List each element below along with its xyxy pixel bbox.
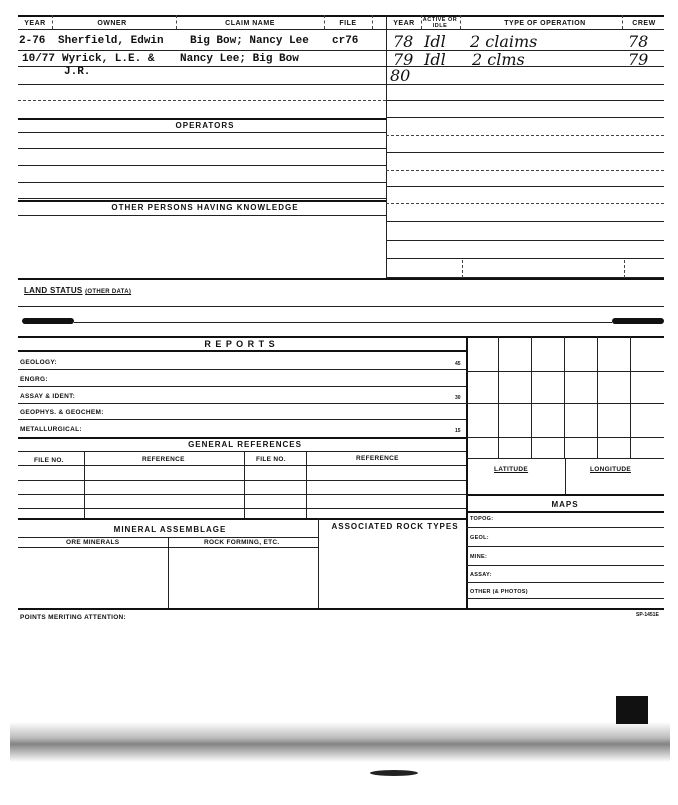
section-general-references: GENERAL REFERENCES: [188, 440, 302, 449]
ink-smudge-right: [612, 318, 664, 324]
section-maps: MAPS: [551, 500, 579, 509]
report-geology: GEOLOGY:: [20, 359, 57, 366]
section-other-persons: OTHER PERSONS HAVING KNOWLEDGE: [111, 203, 299, 212]
land-status-subtitle: (OTHER DATA): [85, 289, 132, 295]
op-row-2-crew: 79: [628, 50, 649, 69]
ref-header-reference-2: REFERENCE: [356, 455, 399, 462]
latitude-label: LATITUDE: [494, 466, 529, 473]
report-metallurgical: METALLURGICAL:: [20, 426, 82, 433]
points-meriting-attention: POINTS MERITING ATTENTION:: [20, 614, 127, 621]
report-metallurgical-num: 15: [455, 428, 461, 434]
header-owner: OWNER: [97, 20, 127, 27]
ink-smudge-left: [22, 318, 74, 324]
section-associated-rock-types: ASSOCIATED ROCK TYPES: [331, 522, 459, 531]
owner-row-1-owner: Sherfield, Edwin: [58, 35, 164, 47]
report-assay: ASSAY & IDENT:: [20, 393, 76, 400]
owner-row-3-owner: J.R.: [64, 66, 91, 78]
owner-row-2-year: 10/77: [22, 53, 56, 65]
op-row-2-status: Idl: [424, 50, 446, 69]
map-mine: MINE:: [470, 554, 488, 560]
header-claim-name: CLAIM NAME: [225, 20, 275, 27]
form-number: SP-1451E: [636, 612, 659, 618]
op-row-1-year: 78: [393, 32, 414, 51]
op-row-1-type: 2 claims: [470, 32, 538, 51]
report-geophys: GEOPHYS. & GEOCHEM:: [20, 409, 104, 416]
op-row-2-type: 2 clms: [472, 50, 525, 69]
owner-row-2-claim: Nancy Lee; Big Bow: [180, 53, 299, 65]
header-active-idle: ACTIVE OR IDLE: [422, 17, 458, 29]
op-row-1-crew: 78: [628, 32, 649, 51]
header-year: YEAR: [24, 20, 46, 27]
header-type-of-operation: TYPE OF OPERATION: [504, 20, 586, 27]
ref-header-file-no-2: FILE NO.: [256, 456, 286, 463]
report-assay-num: 30: [455, 395, 461, 401]
header-year-2: YEAR: [393, 20, 415, 27]
op-row-3-year: 80: [390, 66, 411, 85]
header-crew: CREW: [632, 20, 656, 27]
header-file: FILE: [339, 20, 357, 27]
scan-noise-band: [10, 722, 670, 762]
ref-header-reference: REFERENCE: [142, 456, 185, 463]
report-engrg: ENGRG:: [20, 376, 48, 383]
op-row-1-status: Idl: [424, 32, 446, 51]
ref-header-file-no: FILE NO.: [34, 457, 64, 464]
scan-black-square: [616, 696, 648, 724]
section-reports: R E P O R T S: [204, 339, 276, 349]
report-geology-num: 45: [455, 361, 461, 367]
map-geol: GEOL:: [470, 535, 489, 541]
mineral-header-ore: ORE MINERALS: [66, 539, 120, 546]
owner-row-1-file: cr76: [332, 35, 359, 47]
land-status-label: [24, 286, 131, 295]
longitude-label: LONGITUDE: [590, 466, 631, 473]
mineral-header-rock: ROCK FORMING, ETC.: [204, 539, 280, 546]
owner-row-2-owner: Wyrick, L.E. &: [62, 53, 155, 65]
map-topog: TOPOG:: [470, 516, 494, 522]
land-status-title: LAND STATUS: [24, 286, 83, 295]
map-other: OTHER (& PHOTOS): [470, 589, 528, 595]
scan-smudge-bottom: [370, 770, 418, 776]
op-row-2-year: 79: [393, 50, 414, 69]
owner-row-1-claim: Big Bow; Nancy Lee: [190, 35, 309, 47]
map-assay: ASSAY:: [470, 572, 492, 578]
owner-row-1-year: 2-76: [19, 35, 46, 47]
section-mineral-assemblage: MINERAL ASSEMBLAGE: [113, 525, 227, 534]
section-operators: OPERATORS: [175, 121, 235, 130]
